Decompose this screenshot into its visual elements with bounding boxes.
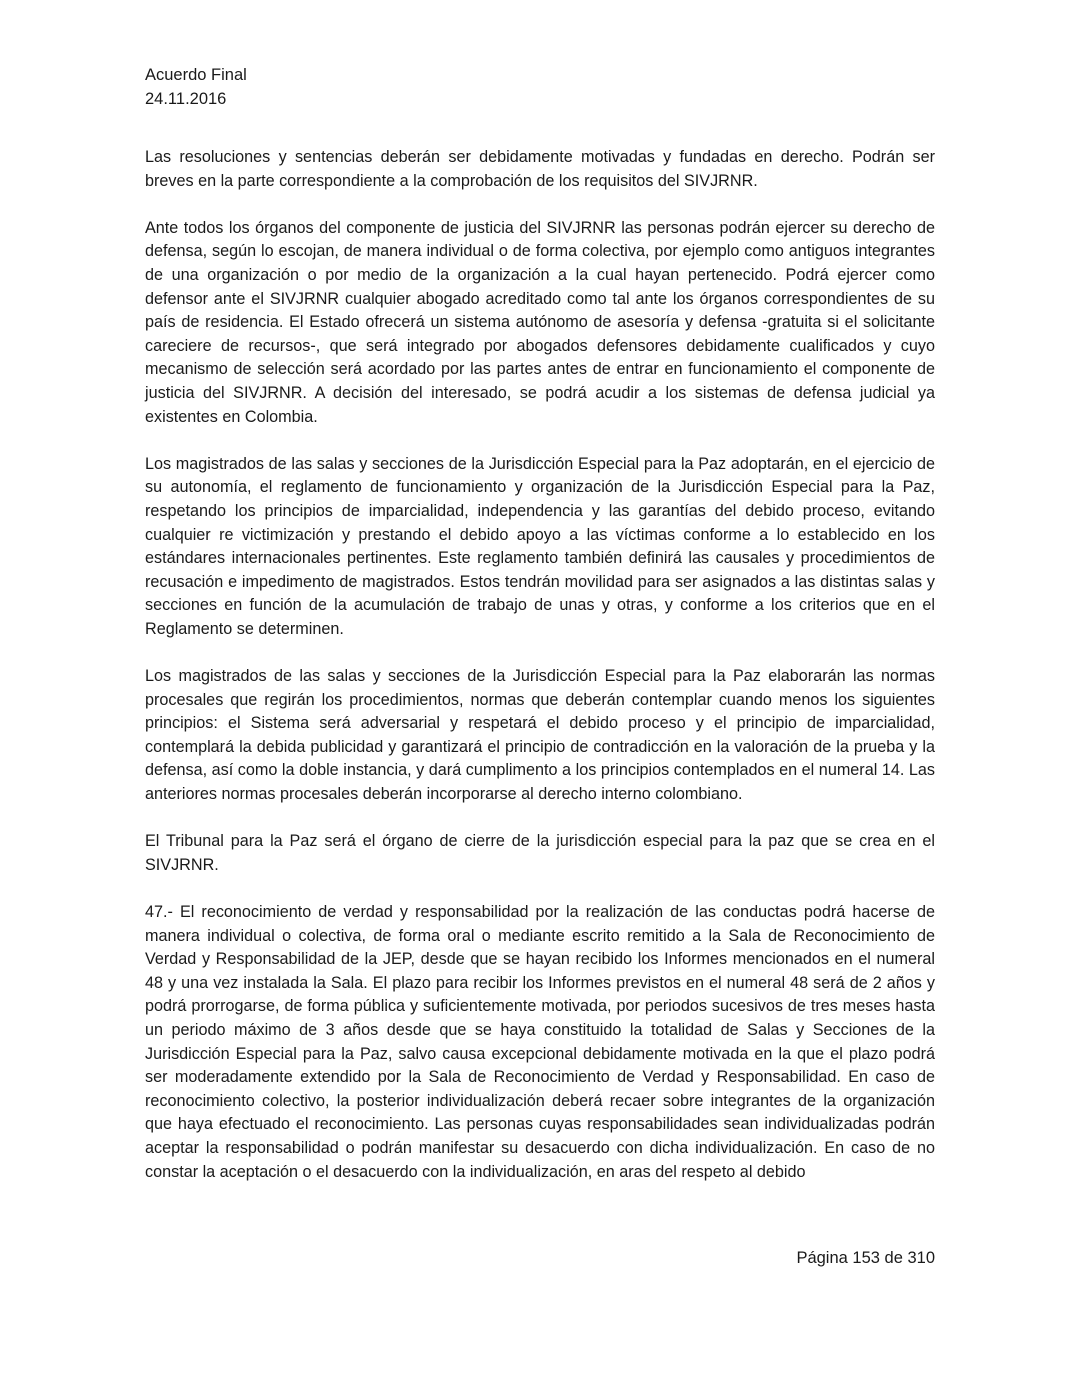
paragraph-reglamento: Los magistrados de las salas y secciones de la Jurisdicción Especial para la Paz adoptarán, en el ejercicio de su autonomía, el reglamento de funcionamiento y organización de la Jurisdicción Especial para la Paz, respetando los principios de imparcialidad, independencia y las garantías del debido proceso, evitando cualquier re victimización y prestando el debido apoyo a las víctimas conforme a lo establecido en los estándares internacionales pertinentes. Este reglamento también definirá las causales y procedimientos de recusación e impedimento de magistrados. Estos tendrán movilidad para ser asignados a las distintas salas y secciones en función de la acumulación de trabajo de unas y otras, y conforme a los criterios que en el Reglamento se determinen.: [145, 454, 935, 638]
document-header: [145, 63, 247, 111]
document-body: [145, 146, 935, 1208]
paragraph-resoluciones: Las resoluciones y sentencias deberán ser debidamente motivadas y fundadas en derecho. Podrán ser breves en la parte correspondiente a la comprobación de los requisitos del SIVJRNR.: [145, 148, 935, 190]
header-date: 24.11.2016: [145, 90, 227, 108]
header-title: Acuerdo Final: [145, 66, 247, 84]
paragraph-tribunal: El Tribunal para la Paz será el órgano de cierre de la jurisdicción especial para la paz que se crea en el SIVJRNR.: [145, 832, 935, 874]
paragraph-47-reconocimiento: 47.- El reconocimiento de verdad y responsabilidad por la realización de las conductas podrá hacerse de manera individual o colectiva, de forma oral o mediante escrito remitido a la Sala de Reconocimiento de Verdad y Responsabilidad de la JEP, desde que se hayan recibido los Informes mencionados en el numeral 48 y una vez instalada la Sala. El plazo para recibir los Informes previstos en el numeral 48 será de 2 años y podrá prorrogarse, de forma pública y suficientemente motivada, por periodos sucesivos de tres meses hasta un periodo máximo de 3 años desde que se haya constituido la totalidad de Salas y Secciones de la Jurisdicción Especial para la Paz, salvo causa excepcional debidamente motivada en la que el plazo podrá ser moderadamente extendido por la Sala de Reconocimiento de Verdad y Responsabilidad. En caso de reconocimiento colectivo, la posterior individualización deberá recaer sobre integrantes de la organización que haya efectuado el reconocimiento. Las personas cuyas responsabilidades sean individualizadas podrán aceptar la responsabilidad o podrán manifestar su desacuerdo con dicha individualización. En caso de no constar la aceptación o el desacuerdo con la individualización, en aras del respeto al debido: [145, 903, 935, 1181]
page-number: Página 153 de 310: [796, 1249, 935, 1267]
paragraph-defensa: Ante todos los órganos del componente de justicia del SIVJRNR las personas podrán ejercer su derecho de defensa, según lo escojan, de manera individual o de forma colectiva, por ejemplo como antiguos integrantes de una organización o por medio de la organización a la cual hayan pertenecido. Podrá ejercer como defensor ante el SIVJRNR cualquier abogado acreditado como tal ante los órganos correspondientes de su país de residencia. El Estado ofrecerá un sistema autónomo de asesoría y defensa -gratuita si el solicitante careciere de recursos-, que será integrado por abogados defensores debidamente cualificados y cuyo mecanismo de selección será acordado por las partes antes de entrar en funcionamiento el componente de justicia del SIVJRNR. A decisión del interesado, se podrá acudir a los sistemas de defensa judicial ya existentes en Colombia.: [145, 218, 935, 426]
paragraph-normas-procesales: Los magistrados de las salas y secciones de la Jurisdicción Especial para la Paz elaborarán las normas procesales que regirán los procedimientos, normas que deberán contemplar cuando menos los siguientes principios: el Sistema será adversarial y respetará el debido proceso y el principio de imparcialidad, contemplará la debida publicidad y garantizará el principio de contradicción en la valoración de la prueba y la defensa, así como la doble instancia, y dará cumplimento a los principios contemplados en el numeral 14. Las anteriores normas procesales deberán incorporarse al derecho interno colombiano.: [145, 667, 935, 804]
